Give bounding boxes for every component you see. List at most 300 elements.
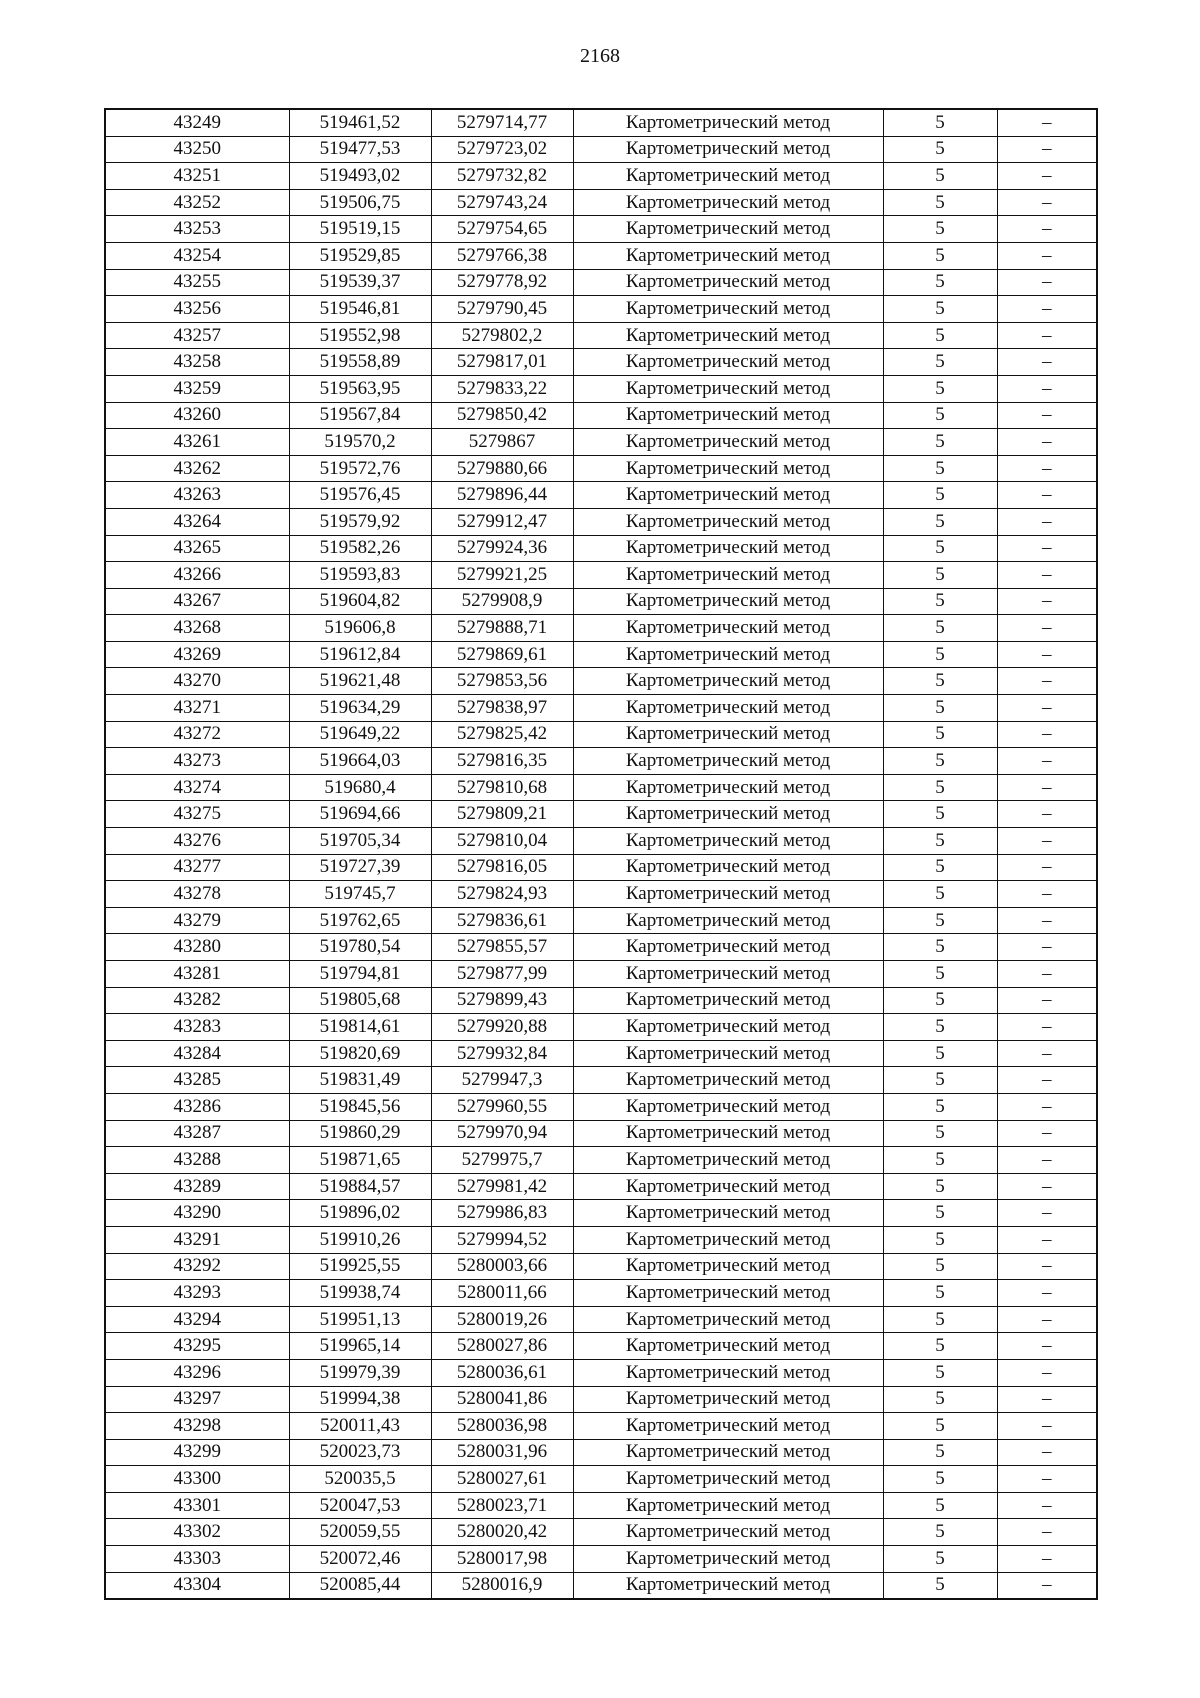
description-cell: –	[997, 1147, 1097, 1174]
y-coordinate-cell: 5280016,9	[431, 1572, 573, 1599]
description-cell: –	[997, 242, 1097, 269]
x-coordinate-cell: 520047,53	[289, 1492, 431, 1519]
method-cell: Картометрический метод	[573, 1200, 883, 1227]
y-coordinate-cell: 5279838,97	[431, 695, 573, 722]
description-cell: –	[997, 1067, 1097, 1094]
y-coordinate-cell: 5280017,98	[431, 1546, 573, 1573]
method-cell: Картометрический метод	[573, 1386, 883, 1413]
y-coordinate-cell: 5279824,93	[431, 881, 573, 908]
table-row	[105, 641, 1097, 668]
y-coordinate-cell: 5279908,9	[431, 588, 573, 615]
y-coordinate-cell: 5279960,55	[431, 1093, 573, 1120]
accuracy-cell: 5	[883, 801, 997, 828]
x-coordinate-cell: 519831,49	[289, 1067, 431, 1094]
coordinates-table	[104, 108, 1098, 1600]
x-coordinate-cell: 519582,26	[289, 535, 431, 562]
y-coordinate-cell: 5279825,42	[431, 721, 573, 748]
y-coordinate-cell: 5280027,86	[431, 1333, 573, 1360]
point-number-cell: 43289	[105, 1173, 289, 1200]
point-number-cell: 43285	[105, 1067, 289, 1094]
description-cell: –	[997, 695, 1097, 722]
method-cell: Картометрический метод	[573, 668, 883, 695]
accuracy-cell: 5	[883, 322, 997, 349]
point-number-cell: 43281	[105, 961, 289, 988]
accuracy-cell: 5	[883, 1439, 997, 1466]
table-row	[105, 535, 1097, 562]
table-row	[105, 1093, 1097, 1120]
point-number-cell: 43287	[105, 1120, 289, 1147]
point-number-cell: 43262	[105, 455, 289, 482]
y-coordinate-cell: 5279802,2	[431, 322, 573, 349]
y-coordinate-cell: 5279790,45	[431, 296, 573, 323]
table-row	[105, 1359, 1097, 1386]
method-cell: Картометрический метод	[573, 1147, 883, 1174]
description-cell: –	[997, 109, 1097, 136]
point-number-cell: 43280	[105, 934, 289, 961]
y-coordinate-cell: 5279888,71	[431, 615, 573, 642]
point-number-cell: 43250	[105, 136, 289, 163]
y-coordinate-cell: 5280027,61	[431, 1466, 573, 1493]
method-cell: Картометрический метод	[573, 482, 883, 509]
x-coordinate-cell: 519910,26	[289, 1226, 431, 1253]
point-number-cell: 43259	[105, 375, 289, 402]
accuracy-cell: 5	[883, 1413, 997, 1440]
y-coordinate-cell: 5279778,92	[431, 269, 573, 296]
description-cell: –	[997, 721, 1097, 748]
accuracy-cell: 5	[883, 1519, 997, 1546]
table-row	[105, 774, 1097, 801]
table-row	[105, 668, 1097, 695]
point-number-cell: 43263	[105, 482, 289, 509]
description-cell: –	[997, 429, 1097, 456]
y-coordinate-cell: 5279816,05	[431, 854, 573, 881]
point-number-cell: 43267	[105, 588, 289, 615]
y-coordinate-cell: 5279994,52	[431, 1226, 573, 1253]
point-number-cell: 43301	[105, 1492, 289, 1519]
point-number-cell: 43299	[105, 1439, 289, 1466]
table-row	[105, 588, 1097, 615]
description-cell: –	[997, 1280, 1097, 1307]
x-coordinate-cell: 519805,68	[289, 987, 431, 1014]
description-cell: –	[997, 349, 1097, 376]
y-coordinate-cell: 5280041,86	[431, 1386, 573, 1413]
x-coordinate-cell: 519461,52	[289, 109, 431, 136]
point-number-cell: 43264	[105, 508, 289, 535]
accuracy-cell: 5	[883, 1333, 997, 1360]
accuracy-cell: 5	[883, 189, 997, 216]
y-coordinate-cell: 5279896,44	[431, 482, 573, 509]
method-cell: Картометрический метод	[573, 1280, 883, 1307]
y-coordinate-cell: 5279810,04	[431, 828, 573, 855]
accuracy-cell: 5	[883, 508, 997, 535]
x-coordinate-cell: 519884,57	[289, 1173, 431, 1200]
point-number-cell: 43260	[105, 402, 289, 429]
method-cell: Картометрический метод	[573, 1413, 883, 1440]
description-cell: –	[997, 1173, 1097, 1200]
table-row	[105, 934, 1097, 961]
accuracy-cell: 5	[883, 1572, 997, 1599]
x-coordinate-cell: 519871,65	[289, 1147, 431, 1174]
accuracy-cell: 5	[883, 615, 997, 642]
method-cell: Картометрический метод	[573, 881, 883, 908]
point-number-cell: 43292	[105, 1253, 289, 1280]
method-cell: Картометрический метод	[573, 1333, 883, 1360]
description-cell: –	[997, 1306, 1097, 1333]
point-number-cell: 43283	[105, 1014, 289, 1041]
description-cell: –	[997, 1413, 1097, 1440]
point-number-cell: 43304	[105, 1572, 289, 1599]
y-coordinate-cell: 5279816,35	[431, 748, 573, 775]
x-coordinate-cell: 519529,85	[289, 242, 431, 269]
method-cell: Картометрический метод	[573, 721, 883, 748]
x-coordinate-cell: 520023,73	[289, 1439, 431, 1466]
method-cell: Картометрический метод	[573, 828, 883, 855]
point-number-cell: 43271	[105, 695, 289, 722]
method-cell: Картометрический метод	[573, 216, 883, 243]
y-coordinate-cell: 5279853,56	[431, 668, 573, 695]
table-row	[105, 508, 1097, 535]
y-coordinate-cell: 5280011,66	[431, 1280, 573, 1307]
x-coordinate-cell: 519493,02	[289, 163, 431, 190]
point-number-cell: 43282	[105, 987, 289, 1014]
y-coordinate-cell: 5279981,42	[431, 1173, 573, 1200]
table-row	[105, 748, 1097, 775]
y-coordinate-cell: 5279855,57	[431, 934, 573, 961]
table-body	[105, 109, 1097, 1599]
description-cell: –	[997, 748, 1097, 775]
point-number-cell: 43272	[105, 721, 289, 748]
y-coordinate-cell: 5279743,24	[431, 189, 573, 216]
table-row	[105, 136, 1097, 163]
description-cell: –	[997, 907, 1097, 934]
accuracy-cell: 5	[883, 774, 997, 801]
accuracy-cell: 5	[883, 934, 997, 961]
method-cell: Картометрический метод	[573, 1253, 883, 1280]
point-number-cell: 43256	[105, 296, 289, 323]
accuracy-cell: 5	[883, 668, 997, 695]
x-coordinate-cell: 519860,29	[289, 1120, 431, 1147]
accuracy-cell: 5	[883, 136, 997, 163]
accuracy-cell: 5	[883, 1200, 997, 1227]
y-coordinate-cell: 5279867	[431, 429, 573, 456]
description-cell: –	[997, 136, 1097, 163]
method-cell: Картометрический метод	[573, 748, 883, 775]
accuracy-cell: 5	[883, 1093, 997, 1120]
description-cell: –	[997, 189, 1097, 216]
table-row	[105, 907, 1097, 934]
y-coordinate-cell: 5279810,68	[431, 774, 573, 801]
point-number-cell: 43257	[105, 322, 289, 349]
accuracy-cell: 5	[883, 482, 997, 509]
description-cell: –	[997, 216, 1097, 243]
x-coordinate-cell: 519570,2	[289, 429, 431, 456]
accuracy-cell: 5	[883, 588, 997, 615]
x-coordinate-cell: 519612,84	[289, 641, 431, 668]
accuracy-cell: 5	[883, 854, 997, 881]
y-coordinate-cell: 5279836,61	[431, 907, 573, 934]
x-coordinate-cell: 519845,56	[289, 1093, 431, 1120]
point-number-cell: 43296	[105, 1359, 289, 1386]
description-cell: –	[997, 588, 1097, 615]
method-cell: Картометрический метод	[573, 1439, 883, 1466]
x-coordinate-cell: 519780,54	[289, 934, 431, 961]
description-cell: –	[997, 1040, 1097, 1067]
table-row	[105, 1386, 1097, 1413]
y-coordinate-cell: 5279809,21	[431, 801, 573, 828]
table-row	[105, 322, 1097, 349]
accuracy-cell: 5	[883, 748, 997, 775]
description-cell: –	[997, 1226, 1097, 1253]
accuracy-cell: 5	[883, 216, 997, 243]
method-cell: Картометрический метод	[573, 1546, 883, 1573]
x-coordinate-cell: 519506,75	[289, 189, 431, 216]
x-coordinate-cell: 520035,5	[289, 1466, 431, 1493]
point-number-cell: 43275	[105, 801, 289, 828]
table-row	[105, 1253, 1097, 1280]
point-number-cell: 43297	[105, 1386, 289, 1413]
table-row	[105, 1040, 1097, 1067]
x-coordinate-cell: 519649,22	[289, 721, 431, 748]
table-row	[105, 1226, 1097, 1253]
x-coordinate-cell: 519552,98	[289, 322, 431, 349]
point-number-cell: 43298	[105, 1413, 289, 1440]
x-coordinate-cell: 520011,43	[289, 1413, 431, 1440]
method-cell: Картометрический метод	[573, 402, 883, 429]
table-row	[105, 1173, 1097, 1200]
point-number-cell: 43274	[105, 774, 289, 801]
method-cell: Картометрический метод	[573, 136, 883, 163]
point-number-cell: 43261	[105, 429, 289, 456]
y-coordinate-cell: 5279975,7	[431, 1147, 573, 1174]
accuracy-cell: 5	[883, 961, 997, 988]
accuracy-cell: 5	[883, 641, 997, 668]
accuracy-cell: 5	[883, 349, 997, 376]
accuracy-cell: 5	[883, 987, 997, 1014]
point-number-cell: 43286	[105, 1093, 289, 1120]
y-coordinate-cell: 5279850,42	[431, 402, 573, 429]
x-coordinate-cell: 519477,53	[289, 136, 431, 163]
accuracy-cell: 5	[883, 1147, 997, 1174]
description-cell: –	[997, 375, 1097, 402]
accuracy-cell: 5	[883, 907, 997, 934]
table-row	[105, 1280, 1097, 1307]
table-row	[105, 1067, 1097, 1094]
y-coordinate-cell: 5279833,22	[431, 375, 573, 402]
method-cell: Картометрический метод	[573, 1014, 883, 1041]
description-cell: –	[997, 322, 1097, 349]
accuracy-cell: 5	[883, 1120, 997, 1147]
table-row	[105, 296, 1097, 323]
description-cell: –	[997, 1572, 1097, 1599]
description-cell: –	[997, 828, 1097, 855]
y-coordinate-cell: 5279869,61	[431, 641, 573, 668]
table-row	[105, 1306, 1097, 1333]
method-cell: Картометрический метод	[573, 429, 883, 456]
method-cell: Картометрический метод	[573, 641, 883, 668]
method-cell: Картометрический метод	[573, 455, 883, 482]
x-coordinate-cell: 520059,55	[289, 1519, 431, 1546]
table-row	[105, 455, 1097, 482]
y-coordinate-cell: 5279714,77	[431, 109, 573, 136]
x-coordinate-cell: 520072,46	[289, 1546, 431, 1573]
table-row	[105, 695, 1097, 722]
table-row	[105, 801, 1097, 828]
y-coordinate-cell: 5279986,83	[431, 1200, 573, 1227]
method-cell: Картометрический метод	[573, 375, 883, 402]
description-cell: –	[997, 1492, 1097, 1519]
x-coordinate-cell: 519938,74	[289, 1280, 431, 1307]
description-cell: –	[997, 402, 1097, 429]
point-number-cell: 43277	[105, 854, 289, 881]
point-number-cell: 43276	[105, 828, 289, 855]
description-cell: –	[997, 562, 1097, 589]
method-cell: Картометрический метод	[573, 934, 883, 961]
table-row	[105, 216, 1097, 243]
x-coordinate-cell: 519820,69	[289, 1040, 431, 1067]
x-coordinate-cell: 519694,66	[289, 801, 431, 828]
accuracy-cell: 5	[883, 242, 997, 269]
description-cell: –	[997, 508, 1097, 535]
x-coordinate-cell: 519925,55	[289, 1253, 431, 1280]
method-cell: Картометрический метод	[573, 349, 883, 376]
accuracy-cell: 5	[883, 296, 997, 323]
method-cell: Картометрический метод	[573, 961, 883, 988]
accuracy-cell: 5	[883, 1173, 997, 1200]
description-cell: –	[997, 1333, 1097, 1360]
table-row	[105, 615, 1097, 642]
table-row	[105, 881, 1097, 908]
method-cell: Картометрический метод	[573, 189, 883, 216]
method-cell: Картометрический метод	[573, 1226, 883, 1253]
x-coordinate-cell: 520085,44	[289, 1572, 431, 1599]
x-coordinate-cell: 519634,29	[289, 695, 431, 722]
description-cell: –	[997, 163, 1097, 190]
table-row	[105, 189, 1097, 216]
table-row	[105, 1413, 1097, 1440]
y-coordinate-cell: 5279920,88	[431, 1014, 573, 1041]
accuracy-cell: 5	[883, 1492, 997, 1519]
x-coordinate-cell: 519606,8	[289, 615, 431, 642]
table-row	[105, 375, 1097, 402]
description-cell: –	[997, 1014, 1097, 1041]
x-coordinate-cell: 519680,4	[289, 774, 431, 801]
x-coordinate-cell: 519762,65	[289, 907, 431, 934]
y-coordinate-cell: 5280031,96	[431, 1439, 573, 1466]
method-cell: Картометрический метод	[573, 535, 883, 562]
description-cell: –	[997, 535, 1097, 562]
x-coordinate-cell: 519576,45	[289, 482, 431, 509]
accuracy-cell: 5	[883, 109, 997, 136]
table-row	[105, 1439, 1097, 1466]
description-cell: –	[997, 269, 1097, 296]
x-coordinate-cell: 519896,02	[289, 1200, 431, 1227]
point-number-cell: 43302	[105, 1519, 289, 1546]
method-cell: Картометрический метод	[573, 508, 883, 535]
table-row	[105, 109, 1097, 136]
point-number-cell: 43288	[105, 1147, 289, 1174]
y-coordinate-cell: 5279880,66	[431, 455, 573, 482]
x-coordinate-cell: 519794,81	[289, 961, 431, 988]
x-coordinate-cell: 519621,48	[289, 668, 431, 695]
table-row	[105, 1120, 1097, 1147]
method-cell: Картометрический метод	[573, 1492, 883, 1519]
x-coordinate-cell: 519727,39	[289, 854, 431, 881]
x-coordinate-cell: 519951,13	[289, 1306, 431, 1333]
point-number-cell: 43258	[105, 349, 289, 376]
y-coordinate-cell: 5280020,42	[431, 1519, 573, 1546]
y-coordinate-cell: 5279947,3	[431, 1067, 573, 1094]
description-cell: –	[997, 801, 1097, 828]
accuracy-cell: 5	[883, 163, 997, 190]
point-number-cell: 43255	[105, 269, 289, 296]
point-number-cell: 43251	[105, 163, 289, 190]
accuracy-cell: 5	[883, 1306, 997, 1333]
table-row	[105, 1546, 1097, 1573]
description-cell: –	[997, 881, 1097, 908]
accuracy-cell: 5	[883, 402, 997, 429]
y-coordinate-cell: 5279924,36	[431, 535, 573, 562]
accuracy-cell: 5	[883, 375, 997, 402]
accuracy-cell: 5	[883, 429, 997, 456]
point-number-cell: 43269	[105, 641, 289, 668]
description-cell: –	[997, 641, 1097, 668]
x-coordinate-cell: 519604,82	[289, 588, 431, 615]
method-cell: Картометрический метод	[573, 801, 883, 828]
method-cell: Картометрический метод	[573, 1306, 883, 1333]
table-row	[105, 721, 1097, 748]
method-cell: Картометрический метод	[573, 615, 883, 642]
method-cell: Картометрический метод	[573, 588, 883, 615]
point-number-cell: 43268	[105, 615, 289, 642]
description-cell: –	[997, 455, 1097, 482]
point-number-cell: 43294	[105, 1306, 289, 1333]
x-coordinate-cell: 519546,81	[289, 296, 431, 323]
table-row	[105, 269, 1097, 296]
table-row	[105, 402, 1097, 429]
method-cell: Картометрический метод	[573, 1120, 883, 1147]
accuracy-cell: 5	[883, 1359, 997, 1386]
accuracy-cell: 5	[883, 881, 997, 908]
y-coordinate-cell: 5280003,66	[431, 1253, 573, 1280]
table-row	[105, 1466, 1097, 1493]
accuracy-cell: 5	[883, 1226, 997, 1253]
table-row	[105, 1492, 1097, 1519]
method-cell: Картометрический метод	[573, 1067, 883, 1094]
method-cell: Картометрический метод	[573, 109, 883, 136]
x-coordinate-cell: 519664,03	[289, 748, 431, 775]
point-number-cell: 43265	[105, 535, 289, 562]
accuracy-cell: 5	[883, 1014, 997, 1041]
point-number-cell: 43303	[105, 1546, 289, 1573]
accuracy-cell: 5	[883, 269, 997, 296]
accuracy-cell: 5	[883, 695, 997, 722]
method-cell: Картометрический метод	[573, 854, 883, 881]
x-coordinate-cell: 519563,95	[289, 375, 431, 402]
table-row	[105, 1572, 1097, 1599]
description-cell: –	[997, 1200, 1097, 1227]
x-coordinate-cell: 519519,15	[289, 216, 431, 243]
table-row	[105, 1147, 1097, 1174]
point-number-cell: 43278	[105, 881, 289, 908]
accuracy-cell: 5	[883, 1253, 997, 1280]
accuracy-cell: 5	[883, 1466, 997, 1493]
method-cell: Картометрический метод	[573, 163, 883, 190]
point-number-cell: 43270	[105, 668, 289, 695]
method-cell: Картометрический метод	[573, 1173, 883, 1200]
accuracy-cell: 5	[883, 1067, 997, 1094]
description-cell: –	[997, 1253, 1097, 1280]
x-coordinate-cell: 519979,39	[289, 1359, 431, 1386]
